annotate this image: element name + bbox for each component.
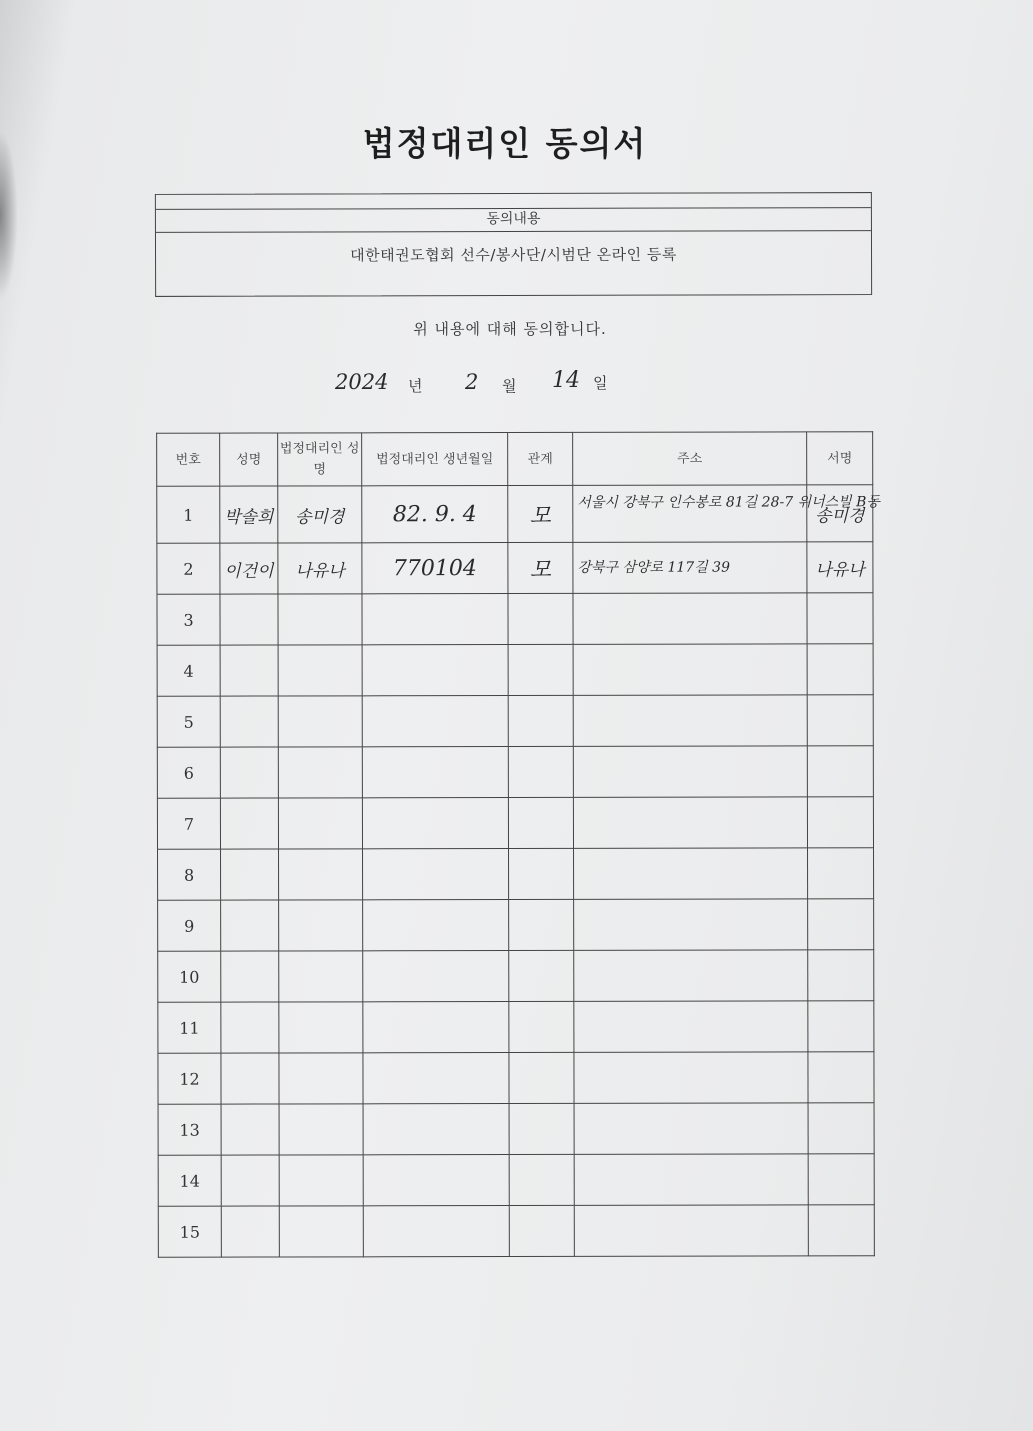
cell-no: 11 [158, 1002, 221, 1053]
agreement-statement: 위 내용에 대해 동의합니다. [413, 320, 607, 338]
cell-guardian-birth [363, 849, 509, 900]
header-signature: 서명 [807, 432, 873, 485]
cell-signature [807, 797, 873, 848]
cell-guardian-name [279, 1104, 363, 1155]
cell-name [220, 594, 278, 645]
cell-guardian-birth [363, 1104, 509, 1155]
cell-guardian-name: 나유나 [278, 543, 362, 594]
cell-no: 4 [157, 645, 220, 696]
table-row [157, 644, 873, 696]
cell-address: 서울시 강북구 인수봉로 81길 28-7 위너스빌 B동 [573, 485, 807, 542]
cell-relation [508, 644, 573, 695]
cell-signature [807, 695, 873, 746]
date-year: 2024 [335, 370, 389, 394]
date-line [330, 368, 650, 404]
cell-no: 6 [157, 747, 220, 798]
cell-relation: 모 [508, 485, 573, 542]
table-row [157, 746, 873, 798]
cell-guardian-birth [362, 747, 508, 798]
header-relation: 관계 [508, 432, 573, 485]
cell-no: 7 [157, 798, 220, 849]
cell-relation [509, 1052, 574, 1103]
cell-guardian-birth: 82. 9. 4 [362, 486, 508, 543]
cell-guardian-birth: 770104 [362, 543, 508, 594]
cell-guardian-birth [362, 798, 508, 849]
consent-content-box [155, 192, 872, 297]
cell-name [221, 1002, 279, 1053]
consent-header: 동의내용 [156, 207, 871, 233]
cell-name [221, 1155, 279, 1206]
cell-guardian-name [279, 1206, 363, 1257]
cell-signature [807, 644, 873, 695]
cell-relation [509, 899, 574, 950]
cell-guardian-birth [363, 951, 509, 1002]
cell-signature: 나유나 [807, 542, 873, 593]
cell-relation [508, 797, 573, 848]
cell-name [221, 900, 279, 951]
cell-guardian-name [278, 696, 362, 747]
date-year-unit: 년 [408, 377, 423, 395]
cell-relation [509, 950, 574, 1001]
cell-relation [508, 695, 573, 746]
cell-name: 박솔희 [220, 486, 278, 543]
document-title: 법정대리인 동의서 [362, 124, 648, 163]
header-no: 번호 [157, 433, 220, 486]
date-month: 2 [465, 370, 479, 394]
cell-relation [509, 1154, 574, 1205]
table-row [158, 1154, 874, 1206]
cell-no: 2 [157, 543, 220, 594]
cell-relation [509, 1103, 574, 1154]
cell-no: 13 [158, 1104, 221, 1155]
cell-name [220, 747, 278, 798]
cell-guardian-birth [363, 1206, 509, 1257]
cell-address [574, 950, 808, 1001]
cell-address [574, 1001, 808, 1052]
header-name: 성명 [220, 433, 278, 486]
cell-guardian-birth [362, 645, 508, 696]
table-row [158, 848, 874, 900]
cell-guardian-name [278, 747, 362, 798]
date-day: 14 [552, 368, 580, 393]
date-day-unit: 일 [593, 374, 608, 392]
header-guardian-name: 법정대리인 성명 [278, 433, 362, 486]
table-row [158, 1103, 874, 1155]
cell-signature [808, 1052, 874, 1103]
cell-guardian-name [278, 594, 362, 645]
cell-guardian-birth [362, 696, 508, 747]
cell-name [220, 645, 278, 696]
cell-address [574, 848, 808, 899]
cell-guardian-name: 송미경 [278, 486, 362, 543]
cell-guardian-birth [363, 1053, 509, 1104]
table-row [158, 950, 874, 1002]
cell-signature: 송미경 [807, 485, 873, 542]
cell-address [574, 1154, 808, 1205]
cell-address [573, 797, 807, 848]
cell-signature [807, 593, 873, 644]
cell-signature [808, 1154, 874, 1205]
consent-body: 대한태권도협회 선수/봉사단/시범단 온라인 등록 [350, 245, 677, 265]
cell-address [574, 899, 808, 950]
table-row [158, 899, 874, 951]
table-row [158, 1205, 874, 1257]
cell-no: 1 [157, 486, 220, 543]
header-guardian-birth: 법정대리인 생년월일 [362, 433, 508, 486]
cell-signature [808, 899, 874, 950]
cell-guardian-birth [363, 900, 509, 951]
table-row [157, 593, 873, 645]
table-row [157, 695, 873, 747]
cell-signature [808, 950, 874, 1001]
cell-signature [808, 848, 874, 899]
table-row [158, 1001, 874, 1053]
cell-guardian-name [278, 645, 362, 696]
table-header-row [157, 432, 873, 486]
cell-guardian-name [279, 1053, 363, 1104]
cell-address [574, 1205, 808, 1256]
cell-address [573, 593, 807, 644]
cell-name [220, 798, 278, 849]
cell-relation [509, 1205, 574, 1256]
cell-relation: 모 [508, 542, 573, 593]
cell-address [573, 695, 807, 746]
cell-guardian-name [278, 798, 362, 849]
cell-no: 10 [158, 951, 221, 1002]
cell-no: 3 [157, 594, 220, 645]
cell-guardian-birth [362, 594, 508, 645]
cell-name [221, 1206, 279, 1257]
cell-address [573, 644, 807, 695]
cell-address [574, 1103, 808, 1154]
cell-relation [508, 746, 573, 797]
cell-signature [807, 746, 873, 797]
cell-no: 12 [158, 1053, 221, 1104]
cell-no: 8 [158, 849, 221, 900]
cell-no: 5 [157, 696, 220, 747]
cell-signature [808, 1103, 874, 1154]
cell-signature [808, 1205, 874, 1256]
table-row [157, 485, 873, 543]
header-address: 주소 [573, 432, 807, 485]
cell-address [574, 1052, 808, 1103]
cell-signature [808, 1001, 874, 1052]
cell-guardian-name [279, 849, 363, 900]
table-row [157, 797, 873, 849]
date-month-unit: 월 [502, 377, 517, 395]
cell-address [573, 746, 807, 797]
cell-name [220, 696, 278, 747]
cell-no: 15 [158, 1206, 221, 1257]
cell-guardian-birth [363, 1155, 509, 1206]
cell-relation [509, 1001, 574, 1052]
cell-relation [508, 593, 573, 644]
cell-name [221, 1053, 279, 1104]
guardian-table [156, 431, 880, 1257]
cell-no: 9 [158, 900, 221, 951]
table-row [158, 1052, 874, 1104]
cell-address: 강북구 삼양로 117길 39 [573, 542, 807, 593]
cell-guardian-birth [363, 1002, 509, 1053]
cell-name [221, 951, 279, 1002]
cell-name [221, 849, 279, 900]
cell-relation [509, 848, 574, 899]
cell-no: 14 [158, 1155, 221, 1206]
cell-guardian-name [279, 951, 363, 1002]
cell-name: 이건이 [220, 543, 278, 594]
cell-guardian-name [279, 1002, 363, 1053]
table-row [157, 542, 873, 594]
cell-guardian-name [279, 1155, 363, 1206]
cell-name [221, 1104, 279, 1155]
cell-guardian-name [279, 900, 363, 951]
